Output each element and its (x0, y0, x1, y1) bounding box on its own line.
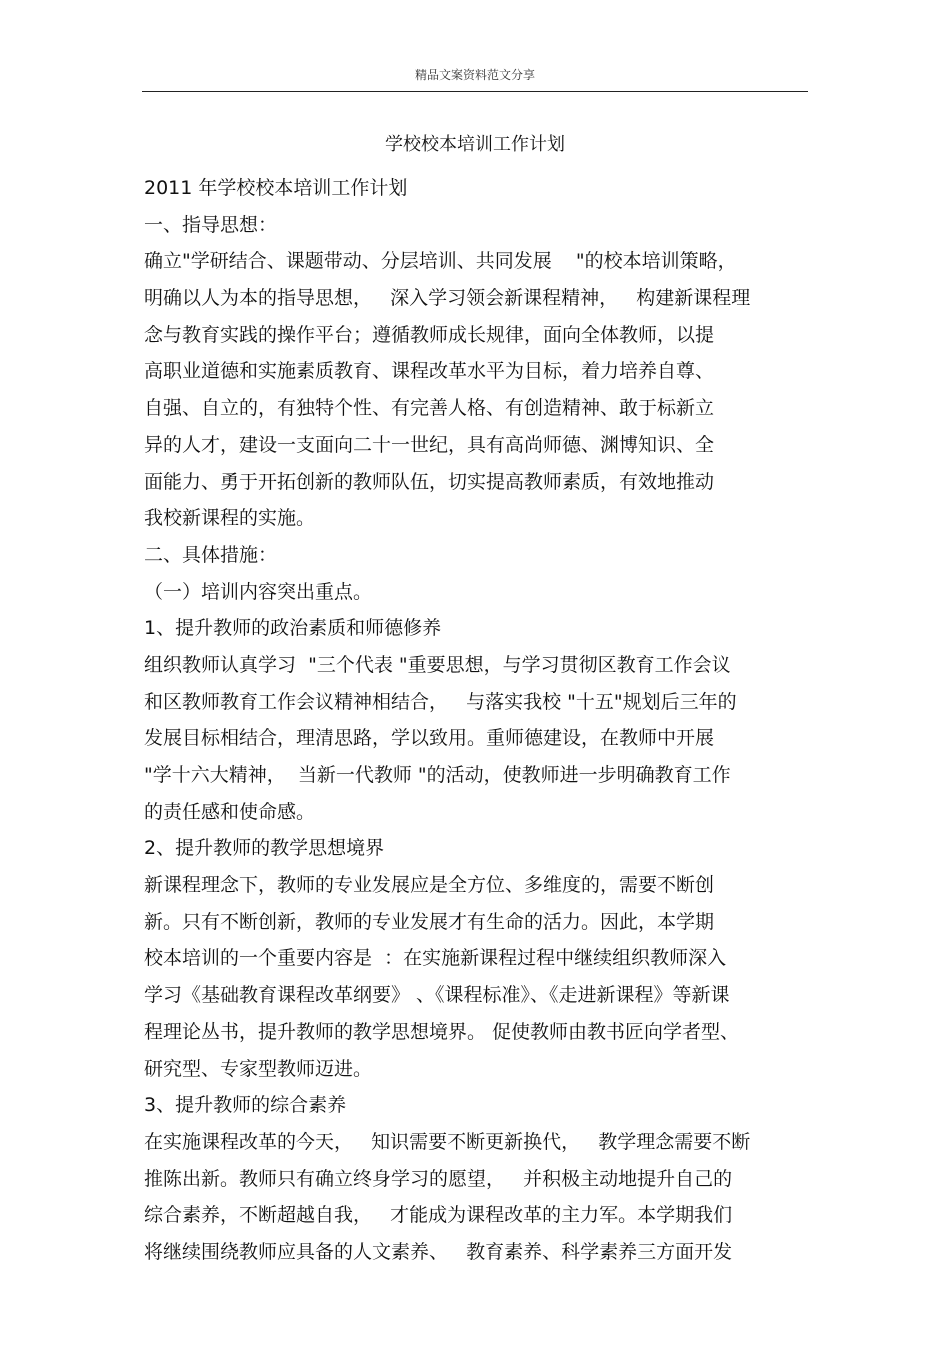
header-divider (142, 91, 808, 92)
body-line: 新。只有不断创新，教师的专业发展才有生命的活力。因此，本学期 (144, 910, 715, 933)
body-line: 明确以人为本的指导思想， 深入学习领会新课程精神， 构建新课程理 (144, 287, 751, 310)
body-line: 发展目标相结合，理清思路，学以致用。重师德建设，在教师中开展 (144, 727, 715, 750)
body-line: 的责任感和使命感。 (144, 800, 316, 823)
page-header: 精品文案资料范文分享 (414, 68, 535, 82)
body-line: 异的人才，建设一支面向二十一世纪，具有高尚师德、渊博知识、全 (144, 433, 715, 456)
body-line: 在实施课程改革的今天， 知识需要不断更新换代， 教学理念需要不断 (144, 1130, 751, 1153)
body-line: 和区教师教育工作会议精神相结合， 与落实我校 "十五"规划后三年的 (144, 690, 737, 713)
body-line: 一、指导思想： (144, 213, 278, 236)
body-line: 念与教育实践的操作平台；遵循教师成长规律，面向全体教师，以提 (144, 323, 715, 346)
body-line: 确立"学研结合、课题带动、分层培训、共同发展 "的校本培训策略， (144, 250, 737, 273)
body-line: 1、提升教师的政治素质和师德修养 (144, 617, 442, 640)
body-line: 二、具体措施： (144, 543, 278, 566)
body-line: 组织教师认真学习 "三个代表 "重要思想，与学习贯彻区教育工作会议 (144, 653, 731, 676)
body-line: 面能力、勇于开拓创新的教师队伍，切实提高教师素质，有效地推动 (144, 470, 715, 493)
body-line: 2011 年学校校本培训工作计划 (144, 177, 408, 199)
body-line: 综合素养，不断超越自我， 才能成为课程改革的主力军。本学期我们 (144, 1204, 733, 1227)
body-line: 研究型、专家型教师迈进。 (144, 1057, 373, 1080)
body-line: 校本培训的一个重要内容是 ：在实施新课程过程中继续组织教师深入 (144, 947, 727, 970)
body-line: 学习《基础教育课程改革纲要》 、《课程标准》、《走进新课程》等新课 (144, 984, 730, 1007)
body-line: 将继续围绕教师应具备的人文素养、 教育素养、科学素养三方面开发 (144, 1240, 733, 1263)
body-line: 自强、自立的，有独特个性、有完善人格、有创造精神、敢于标新立 (144, 397, 715, 420)
body-line: "学十六大精神， 当新一代教师 "的活动，使教师进一步明确教育工作 (144, 764, 731, 786)
body-line: 我校新课程的实施。 (144, 507, 316, 530)
body-line: 2、提升教师的教学思想境界 (144, 837, 385, 860)
body-line: 3、提升教师的综合素养 (144, 1094, 347, 1117)
body-line: 高职业道德和实施素质教育、课程改革水平为目标，着力培养自尊、 (144, 360, 715, 383)
body-line: （一）培训内容突出重点。 (144, 580, 373, 603)
body-line: 程理论丛书，提升教师的教学思想境界。 促使教师由教书匠向学者型、 (144, 1020, 740, 1043)
document-body (144, 174, 816, 1275)
body-line: 推陈出新。教师只有确立终身学习的愿望， 并积极主动地提升自己的 (144, 1167, 733, 1190)
document-title: 学校校本培训工作计划 (385, 134, 565, 155)
body-line: 新课程理念下，教师的专业发展应是全方位、多维度的，需要不断创 (144, 874, 715, 897)
